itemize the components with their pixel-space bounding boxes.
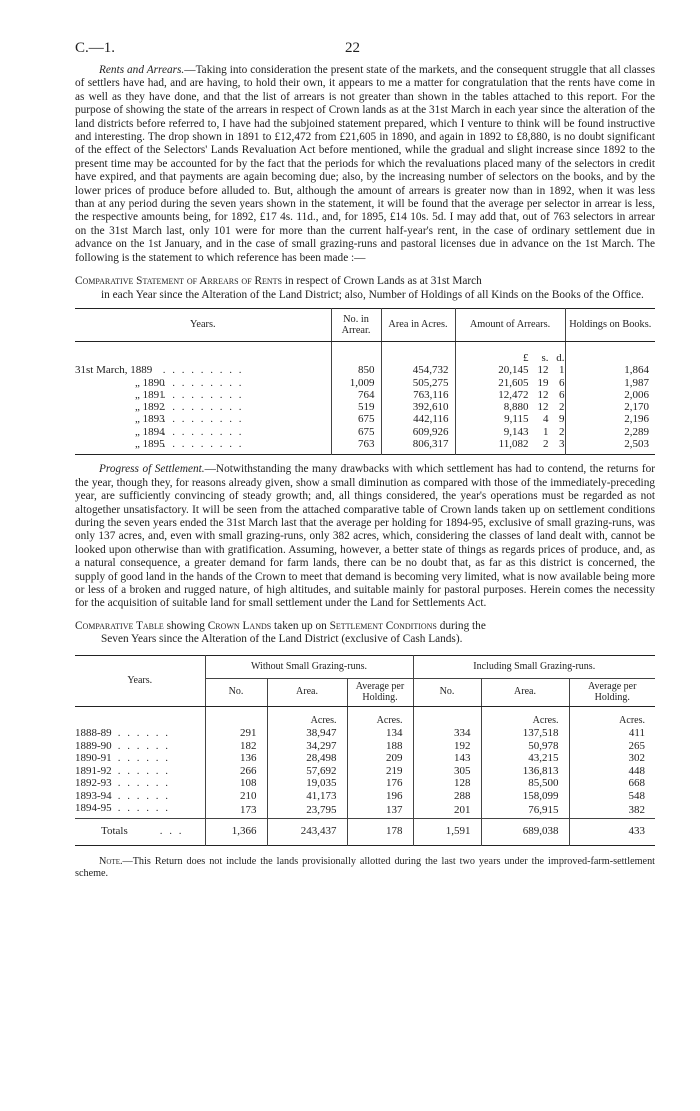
document-reference: C.—1. [75, 40, 116, 56]
table-row [75, 765, 655, 777]
row-area-including: 43,215 [481, 752, 569, 764]
row-year: 1891-92 [75, 764, 112, 777]
row-holdings: 2,170 [565, 401, 655, 413]
row-no-including: 143 [413, 752, 481, 764]
row-pence: 1 [559, 364, 565, 377]
totals-avg-including: 433 [569, 819, 655, 845]
row-arrear: 764 [331, 389, 381, 401]
row-pence: 6 [559, 376, 565, 389]
row-leader: . . . . . . . . . [162, 401, 244, 414]
arrears-table-caption [75, 275, 655, 302]
row-pounds: 11,082 [498, 437, 529, 450]
row-area-including: 85,500 [481, 777, 569, 789]
caption-part: Crown Lands [207, 619, 272, 632]
row-area: 609,926 [381, 426, 455, 438]
totals-row [75, 819, 655, 845]
caption-part: during the [439, 619, 486, 632]
totals-label: Totals [101, 825, 128, 838]
row-shillings: 12 [537, 388, 549, 401]
row-area: 763,116 [381, 389, 455, 401]
row-no-including: 288 [413, 790, 481, 802]
row-leader: . . . . . . [117, 777, 170, 790]
rents-arrears-paragraph [75, 64, 655, 265]
row-leader: . . . . . . . . . [162, 425, 244, 438]
row-pounds: 12,472 [498, 388, 529, 401]
col-header-area: Area in Acres. [381, 308, 455, 341]
caption-part: showing [166, 619, 205, 632]
col-header-years: Years. [75, 308, 331, 341]
col-header-area: Area. [481, 679, 569, 707]
col-header-area: Area. [267, 679, 347, 707]
table-row [75, 413, 655, 425]
row-avg-including: 668 [569, 777, 655, 789]
row-shillings: 4 [543, 413, 549, 426]
row-arrear: 1,009 [331, 377, 381, 389]
table-row [75, 790, 655, 802]
row-no-without: 173 [205, 802, 267, 819]
table-row [75, 438, 655, 455]
arrears-caption-line2: in each Year since the Alteration of the Land District; also, Number of Holdings of all Kinds on the Books of the Office. [101, 288, 644, 301]
progress-heading: Progress of Settlement. [99, 463, 205, 476]
row-avg-including: 411 [569, 727, 655, 739]
row-no-without: 136 [205, 752, 267, 764]
caption-part: taken up on [274, 619, 327, 632]
totals-area-without: 243,437 [267, 819, 347, 845]
rents-arrears-body: —Taking into consideration the present state of the markets, and the consequent struggle that all classes of settlers have had, and are having, to hold their own, it appears to me a matter for congratulation that the rents have come in as well as they have done, and that the list of arrears is not greater than shown in the tables attached to this report. For the purpose of showing the state of the arrears in respect of Crown lands as at the 31st March in each year since the alteration of the land districts before referred to, I have had the subjoined statement prepared, which I venture to think will be found instructive and interesting. The drop shown in 1891 to £12,472 from £21,605 in 1890, and again in 1892 to £8,880, is no doubt significant of the effect of the Selectors' Lands Revaluation Act before mentioned, while the gradual and slight increase since 1892 to the present time may be accounted for by the fact that the periods for which the revaluations placed many of the selectors in credit have expired, and that payments are again becoming due; also, by the increasing number of selectors on the books, and by the lower prices of produce before alluded to. But, although the amount of arrears is greater now than in 1892, when it was less than at any period during the seven years shown in the statement, it will be found that the average per selector in arrear is less, the respective amounts being, for 1892, £17 4s. 11d., and, for 1895, £14 10s. 5d. I may add that, out of 763 selectors in arrear on the 31st March last, only 101 were for more than the current half-year's rent, in the case of ordinary settlement due in advance on the 1st January, and in the case of small grazing-runs and pastoral licenses due in advance on the 1st March. The following is the statement to which reference has been made :— [75, 64, 656, 264]
row-area: 454,732 [381, 364, 455, 376]
row-year: 1888-89 [75, 727, 112, 740]
table-row [75, 752, 655, 764]
row-area-without: 19,035 [267, 777, 347, 789]
settlement-caption-line2: Seven Years since the Alteration of the Land District (exclusive of Cash Lands). [101, 633, 463, 646]
row-pence: 3 [559, 437, 565, 450]
row-pounds: 8,880 [503, 401, 529, 414]
totals-no-including: 1,591 [413, 819, 481, 845]
row-avg-without: 209 [347, 752, 413, 764]
row-no-without: 210 [205, 790, 267, 802]
unit-acres: Acres. [481, 707, 569, 728]
arrears-caption-line1: in respect of Crown Lands as at 31st March [284, 275, 482, 288]
unit-acres: Acres. [347, 707, 413, 728]
row-no-without: 291 [205, 727, 267, 739]
row-arrear: 850 [331, 364, 381, 376]
totals-avg-without: 178 [347, 819, 413, 845]
row-holdings: 2,196 [565, 413, 655, 425]
row-pence: 9 [559, 413, 565, 426]
col-header-no: No. [205, 679, 267, 707]
row-area: 392,610 [381, 401, 455, 413]
row-holdings: 2,289 [565, 426, 655, 438]
table-row [75, 740, 655, 752]
row-avg-without: 196 [347, 790, 413, 802]
row-no-including: 305 [413, 765, 481, 777]
table-row [75, 401, 655, 413]
row-area-including: 137,518 [481, 727, 569, 739]
row-leader: . . . . . . . . . [162, 364, 244, 377]
note-label: Note. [99, 855, 123, 867]
settlement-table [75, 655, 655, 846]
row-shillings: 2 [543, 437, 549, 450]
unit-acres: Acres. [267, 707, 347, 728]
row-leader: . . . . . . [117, 727, 170, 740]
row-no-including: 201 [413, 802, 481, 819]
table-row [75, 727, 655, 739]
table-row [75, 802, 655, 819]
totals-no-without: 1,366 [205, 819, 267, 845]
row-arrear: 763 [331, 438, 381, 455]
row-avg-including: 448 [569, 765, 655, 777]
row-area-without: 23,795 [267, 802, 347, 819]
row-avg-including: 548 [569, 790, 655, 802]
row-arrear: 675 [331, 426, 381, 438]
row-year: „ 1895 [135, 437, 165, 450]
row-pounds: 21,605 [498, 376, 529, 389]
row-year: „ 1893 [135, 413, 165, 426]
row-leader: . . . . . . . . . [162, 388, 244, 401]
row-leader: . . . . . . . . . [162, 437, 244, 450]
totals-leader: . . . [159, 825, 184, 838]
arrears-table [75, 308, 655, 455]
row-year: 1892-93 [75, 777, 112, 790]
row-leader: . . . . . . . . . [162, 376, 244, 389]
row-year: 1894-95 [75, 801, 112, 814]
row-pounds: 20,145 [498, 364, 529, 377]
col-header-holdings: Holdings on Books. [565, 308, 655, 341]
row-area-without: 57,692 [267, 765, 347, 777]
row-area-including: 50,978 [481, 740, 569, 752]
page-number: 22 [345, 40, 360, 56]
row-no-without: 182 [205, 740, 267, 752]
totals-area-including: 689,038 [481, 819, 569, 845]
progress-paragraph [75, 463, 655, 610]
caption-part: Settlement Conditions [329, 619, 437, 632]
row-area-without: 41,173 [267, 790, 347, 802]
row-year: „ 1890 [135, 376, 165, 389]
row-pounds: 9,143 [503, 425, 529, 438]
group-header-including: Including Small Grazing-runs. [413, 655, 655, 679]
row-arrear: 675 [331, 413, 381, 425]
row-pence: 6 [559, 388, 565, 401]
row-avg-including: 382 [569, 802, 655, 819]
col-header-amount: Amount of Arrears. [455, 308, 565, 341]
unit-acres: Acres. [569, 707, 655, 728]
row-leader: . . . . . . [117, 789, 170, 802]
row-year: 1890-91 [75, 752, 112, 765]
row-avg-without: 219 [347, 765, 413, 777]
row-leader: . . . . . . [117, 801, 170, 814]
page-header [75, 40, 655, 64]
row-shillings: 12 [537, 401, 549, 414]
col-header-average: Average per Holding. [347, 679, 413, 707]
unit-pounds: £ [523, 351, 529, 364]
col-header-average: Average per Holding. [569, 679, 655, 707]
row-pence: 2 [559, 401, 565, 414]
row-shillings: 12 [537, 364, 549, 377]
row-leader: . . . . . . . . . [162, 413, 244, 426]
arrears-caption-title: Comparative Statement of Arrears of Rents [75, 275, 282, 288]
unit-pence: d. [556, 351, 565, 364]
row-leader: . . . . . . [117, 752, 170, 765]
row-leader: . . . . . . [117, 739, 170, 752]
row-area: 505,275 [381, 377, 455, 389]
table-row [75, 389, 655, 401]
row-area-without: 28,498 [267, 752, 347, 764]
row-year: 1893-94 [75, 789, 112, 802]
row-shillings: 1 [543, 425, 549, 438]
row-avg-without: 134 [347, 727, 413, 739]
table-note [75, 856, 655, 881]
row-leader: . . . . . . [117, 764, 170, 777]
col-header-no: No. [413, 679, 481, 707]
row-arrear: 519 [331, 401, 381, 413]
row-no-without: 108 [205, 777, 267, 789]
settlement-table-caption [75, 620, 655, 647]
row-year: 31st March, 1889 [75, 364, 153, 377]
row-avg-without: 137 [347, 802, 413, 819]
document-page [75, 40, 655, 881]
row-holdings: 2,503 [565, 438, 655, 455]
units-row [75, 707, 655, 728]
row-area-including: 158,099 [481, 790, 569, 802]
col-header-years: Years. [75, 655, 205, 707]
row-avg-including: 302 [569, 752, 655, 764]
row-year: „ 1891 [135, 388, 165, 401]
row-year: „ 1894 [135, 425, 165, 438]
row-area: 806,317 [381, 438, 455, 455]
table-row [75, 377, 655, 389]
units-row [75, 341, 655, 364]
row-no-including: 128 [413, 777, 481, 789]
row-year: „ 1892 [135, 401, 165, 414]
row-no-including: 334 [413, 727, 481, 739]
col-header-no-in-arrear: No. in Arrear. [331, 308, 381, 341]
row-no-without: 266 [205, 765, 267, 777]
unit-shillings: s. [541, 351, 549, 364]
row-no-including: 192 [413, 740, 481, 752]
row-year: 1889-90 [75, 739, 112, 752]
row-shillings: 19 [537, 376, 549, 389]
row-pounds: 9,115 [504, 413, 529, 426]
table-row [75, 364, 655, 376]
row-pence: 2 [559, 425, 565, 438]
caption-part: Comparative Table [75, 619, 164, 632]
progress-body: —Notwithstanding the many drawbacks with which settlement has had to contend, the returns for the year, though they, for reasons already given, show a small diminution as compared with those of the immediately-preceding year, are sufficiently convincing of steady growth; and, all things considered, the year's operations must be regarded as not altogether unsatisfactory. It will be seen from the attached comparative table of Crown lands taken up on settlement conditions during the seven years ended the 31st March last that the average per holding for 1894-95, exclusive of small grazing-runs, was only 137 acres, and, even with small grazing-runs, only 382 acres, which, considering the classes of land dealt with, cannot be looked upon otherwise than with gratification. Assuming, however, a better state of things as regards prices of produce, and, as a natural consequence, a greater demand for farm lands, there can be no doubt that, as far as this district is concerned, the supply of good land in the hands of the Crown to meet that demand is becoming very limited, what is now available being more or less of a broken and rugged nature, of high altitudes, and suitable mainly for pastoral purposes. Herein comes the necessity for the acquisition of suitable land for small settlement under the Land for Settlements Act. [75, 463, 655, 610]
row-area-without: 34,297 [267, 740, 347, 752]
row-holdings: 1,987 [565, 377, 655, 389]
row-holdings: 1,864 [565, 364, 655, 376]
row-holdings: 2,006 [565, 389, 655, 401]
row-area: 442,116 [381, 413, 455, 425]
row-area-including: 76,915 [481, 802, 569, 819]
note-text: —This Return does not include the lands provisionally allotted during the last two years under the improved-farm-settlement scheme. [75, 855, 655, 880]
row-avg-without: 176 [347, 777, 413, 789]
table-row [75, 426, 655, 438]
rents-arrears-heading: Rents and Arrears. [99, 64, 185, 76]
row-area-including: 136,813 [481, 765, 569, 777]
group-header-without: Without Small Grazing-runs. [205, 655, 413, 679]
row-avg-including: 265 [569, 740, 655, 752]
table-row [75, 777, 655, 789]
row-area-without: 38,947 [267, 727, 347, 739]
row-avg-without: 188 [347, 740, 413, 752]
